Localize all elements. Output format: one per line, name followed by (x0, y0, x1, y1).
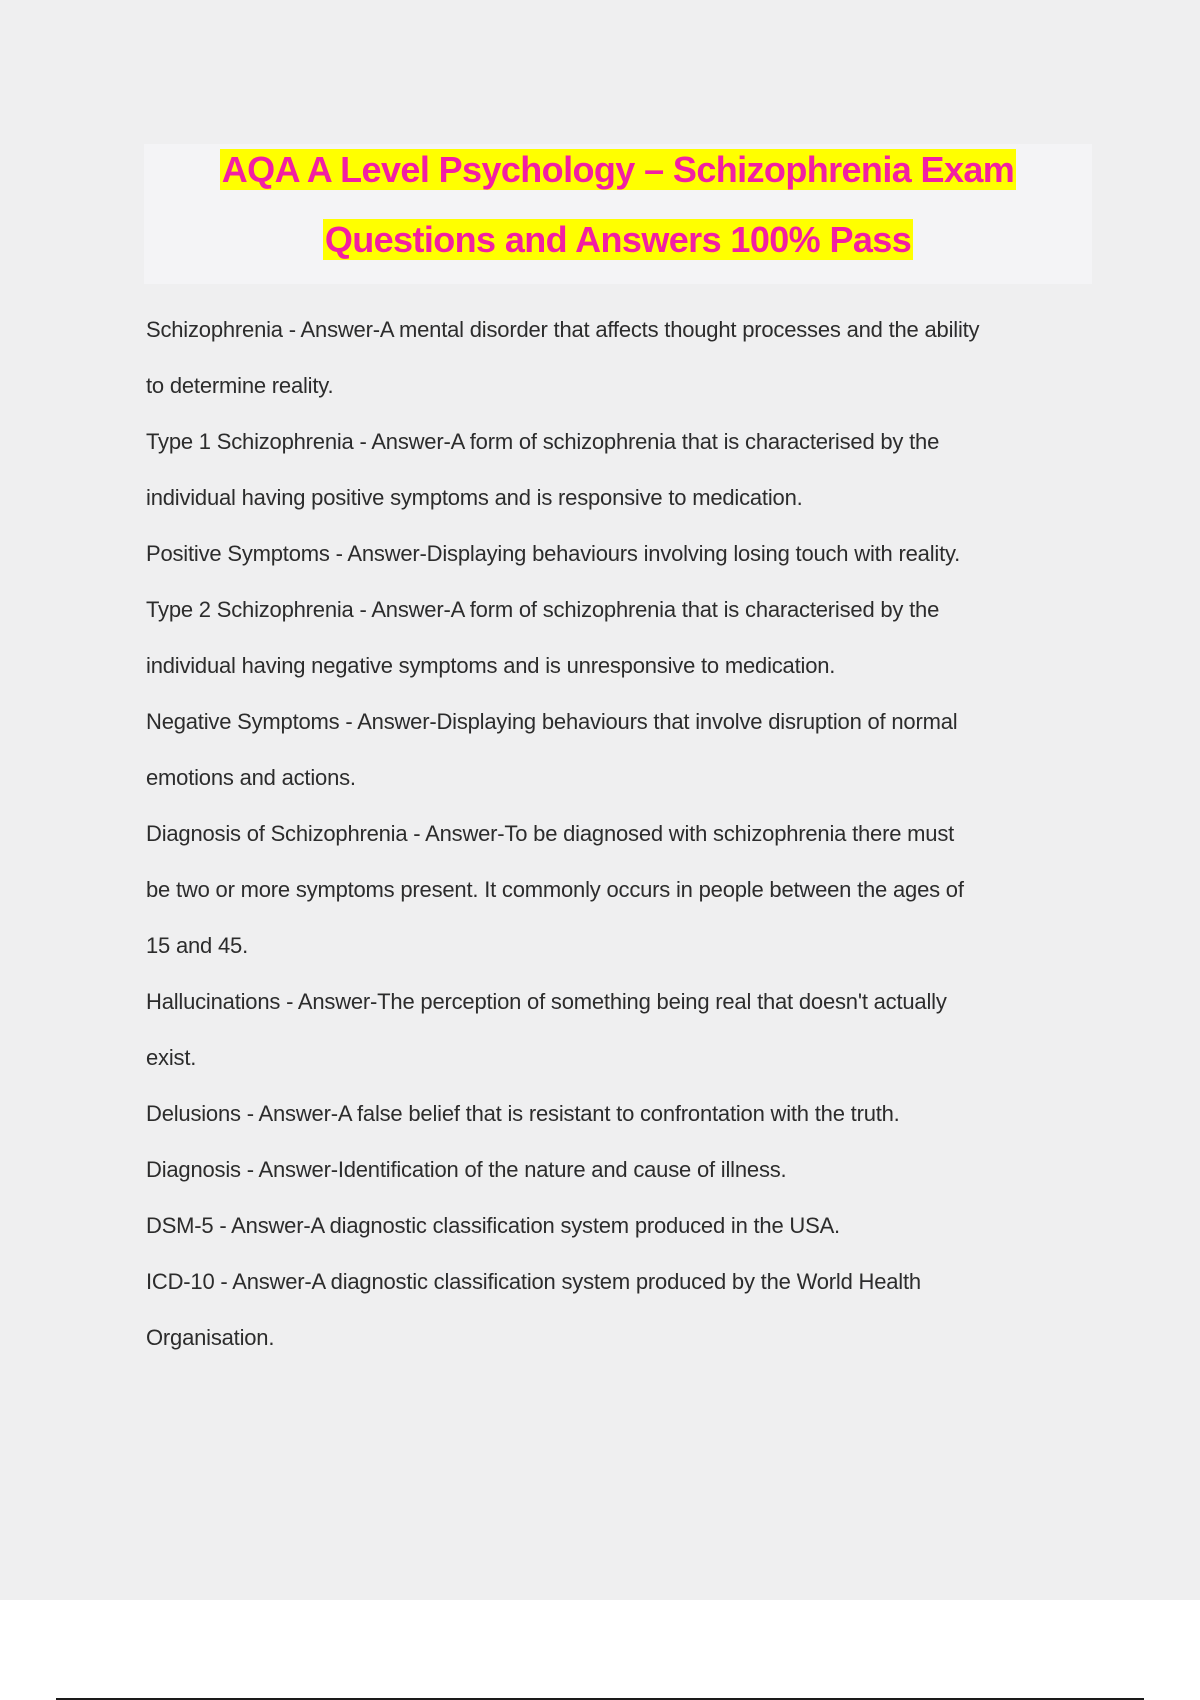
qa-line: be two or more symptoms present. It commonly occurs in people between the ages of (146, 877, 964, 902)
qa-line: individual having positive symptoms and is responsive to medication. (146, 485, 803, 510)
qa-line: DSM-5 - Answer-A diagnostic classification system produced in the USA. (146, 1213, 840, 1238)
qa-line: Type 2 Schizophrenia - Answer-A form of schizophrenia that is characterised by the (146, 597, 940, 622)
qa-line: Type 1 Schizophrenia - Answer-A form of schizophrenia that is characterised by the (146, 429, 940, 454)
title-line-2-text: Questions and Answers 100% Pass (324, 219, 912, 260)
qa-line: ICD-10 - Answer-A diagnostic classification system produced by the World Health (146, 1269, 921, 1294)
qa-line: Negative Symptoms - Answer-Displaying behaviours that involve disruption of normal (146, 709, 958, 734)
qa-content (146, 302, 1096, 1366)
qa-line: Diagnosis - Answer-Identification of the nature and cause of illness. (146, 1157, 787, 1182)
qa-line: Organisation. (146, 1325, 275, 1350)
title-block (144, 144, 1092, 284)
qa-line: Positive Symptoms - Answer-Displaying behaviours involving losing touch with reality. (146, 541, 961, 566)
qa-line: Delusions - Answer-A false belief that is resistant to confrontation with the truth. (146, 1101, 900, 1126)
qa-line: Hallucinations - Answer-The perception of something being real that doesn't actually (146, 989, 947, 1014)
title-line-1 (144, 148, 1092, 192)
qa-line: exist. (146, 1045, 197, 1070)
qa-line: individual having negative symptoms and is unresponsive to medication. (146, 653, 836, 678)
qa-line: 15 and 45. (146, 933, 248, 958)
qa-line: Diagnosis of Schizophrenia - Answer-To be diagnosed with schizophrenia there must (146, 821, 955, 846)
qa-line: emotions and actions. (146, 765, 356, 790)
qa-line: Schizophrenia - Answer-A mental disorder that affects thought processes and the ability (146, 317, 980, 342)
title-line-2 (144, 218, 1092, 262)
title-line-1-text: AQA A Level Psychology – Schizophrenia Exam (221, 149, 1015, 190)
qa-line: to determine reality. (146, 373, 334, 398)
